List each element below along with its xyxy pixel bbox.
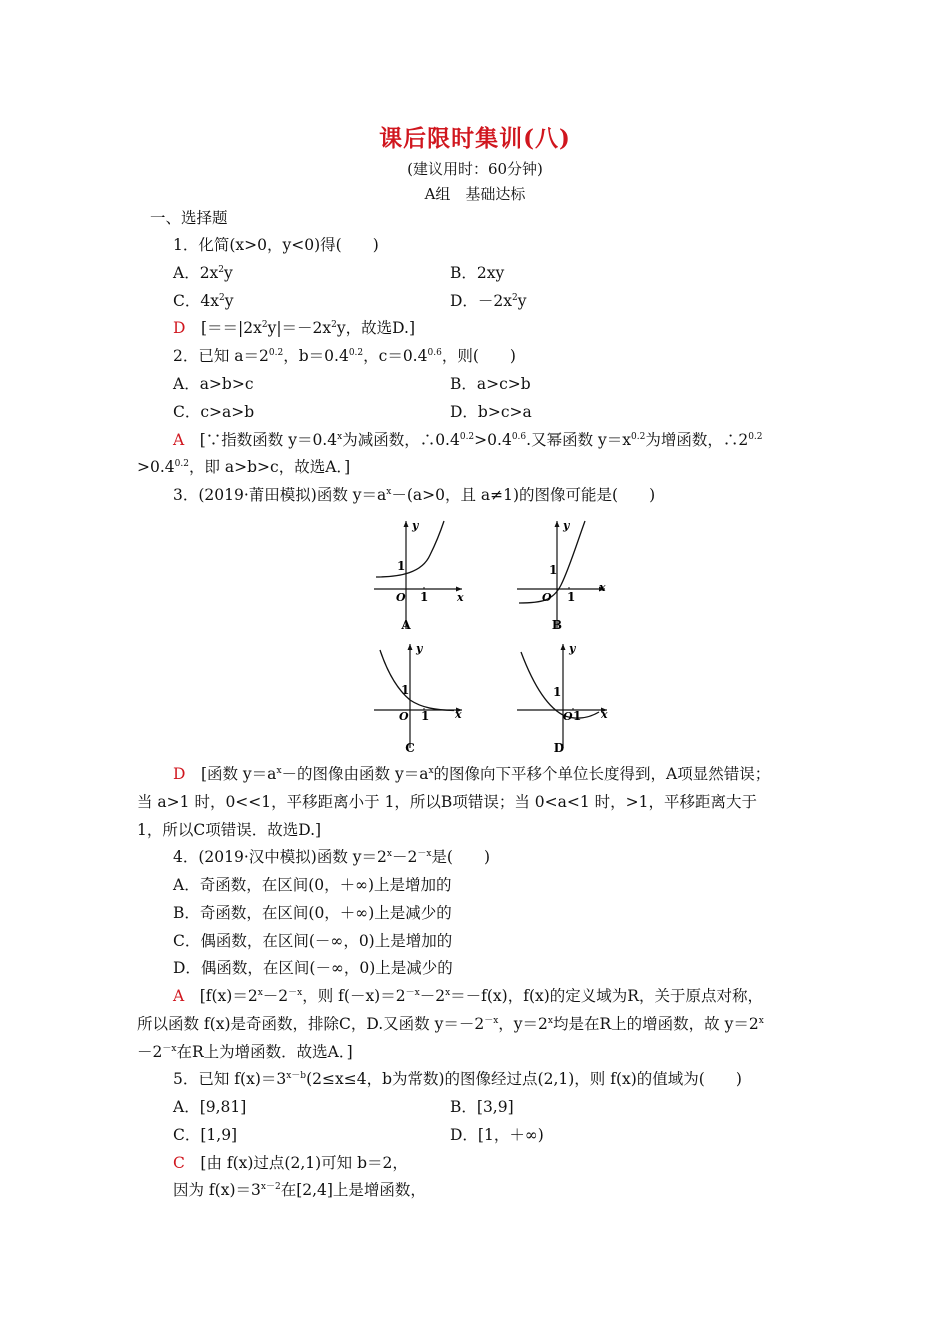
superscript: 0.2 <box>268 348 284 358</box>
superscript: －x <box>417 849 432 859</box>
superscript: x <box>547 1016 553 1026</box>
superscript: －x <box>405 988 420 998</box>
text-run: B．2xy <box>450 264 505 282</box>
text-run: D．偶函数，在区间(－∞，0)上是减少的 <box>173 959 453 977</box>
answer-line <box>173 1153 408 1173</box>
text-run: A．2x <box>173 264 219 282</box>
text-run: D．b>c>a <box>450 403 532 421</box>
graph-c-one-x: 1 <box>421 709 430 723</box>
text-run: 3．(2019·莆田模拟)函数 y＝a <box>173 486 387 504</box>
text-run: y|＝－2x <box>267 319 332 337</box>
graph-d-x-label: x <box>601 708 608 721</box>
answer-letter: D <box>173 319 186 337</box>
superscript: x－2 <box>260 1182 281 1192</box>
text-run: 为增函数，∴2 <box>645 431 749 449</box>
text-line <box>137 1042 353 1062</box>
option-line <box>450 1097 514 1117</box>
text-run: 2．已知 a＝2 <box>173 347 269 365</box>
graph-b <box>513 515 613 635</box>
text-run: 所以函数 f(x)是奇函数，排除C，D.又函数 y＝－2 <box>137 1015 485 1033</box>
text-run: －2 <box>262 987 289 1005</box>
graph-b-caption: B <box>551 618 563 632</box>
text-run: y <box>224 292 234 310</box>
text-run: －2 <box>137 1043 163 1061</box>
text-run: A．奇函数，在区间(0，＋∞)上是增加的 <box>173 876 452 894</box>
graph-b-x-label: x <box>599 581 606 594</box>
superscript: 0.6 <box>511 432 527 442</box>
text-run: －2 <box>419 987 446 1005</box>
superscript: x <box>276 766 282 776</box>
text-line <box>173 1180 426 1200</box>
text-line <box>173 1069 742 1089</box>
superscript: 2 <box>512 293 518 303</box>
text-run: 在[2,4]上是增函数， <box>280 1181 426 1199</box>
text-run: 当 a>1 时，0<<1，平移距离小于 1，所以B项错误；当 0<a<1 时，>1，平移距离大于 <box>137 793 757 811</box>
option-line <box>450 291 527 311</box>
text-run: 均是在R上的增函数，故 y＝2 <box>553 1015 759 1033</box>
text-run: －(a>0，且 a≠1)的图像可能是( ) <box>391 486 656 504</box>
graph-b-one-x: 1 <box>567 590 576 604</box>
superscript: －x <box>484 1016 499 1026</box>
text-line <box>173 847 490 867</box>
graph-a-one-x: 1 <box>420 590 429 604</box>
text-run: C．[1,9] <box>173 1126 238 1144</box>
option-line <box>173 903 452 923</box>
text-run: C．c>a>b <box>173 403 255 421</box>
option-line <box>450 263 504 283</box>
text-run: B．[3,9] <box>450 1098 514 1116</box>
superscript: x <box>428 766 434 776</box>
text-run: B．奇函数，在区间(0，＋∞)上是减少的 <box>173 904 452 922</box>
text-run: ，则( ) <box>441 347 516 365</box>
text-run: C．4x <box>173 292 219 310</box>
option-line <box>450 1125 544 1145</box>
text-run: －2 <box>391 848 418 866</box>
text-run: 为减函数，∴0.4 <box>342 431 460 449</box>
text-run: －的图像由函数 y＝a <box>281 765 429 783</box>
text-line <box>173 485 655 505</box>
section-heading: 一、选择题 <box>150 209 228 227</box>
text-run: ，b＝0.4 <box>283 347 349 365</box>
option-line <box>173 875 452 895</box>
answer-letter: A <box>173 431 185 449</box>
group-heading: A组 基础达标 <box>424 185 526 203</box>
text-run: 4．(2019·汉中模拟)函数 y＝2 <box>173 848 387 866</box>
text-run: 5．已知 f(x)＝3 <box>173 1070 287 1088</box>
page-subtitle: (建议用时：60分钟) <box>407 160 543 178</box>
option-line <box>173 291 233 311</box>
answer-line <box>173 318 415 338</box>
superscript: 0.2 <box>348 348 364 358</box>
graph-d-one-x: 1 <box>573 709 582 723</box>
text-line <box>173 346 516 366</box>
graph-d-origin: O <box>563 710 573 723</box>
text-run: ，y＝2 <box>498 1015 548 1033</box>
superscript: 0.2 <box>748 432 763 442</box>
superscript: x－b <box>286 1071 307 1081</box>
superscript: x <box>337 432 343 442</box>
graph-a-origin: O <box>396 591 406 604</box>
graph-c-one-y: 1 <box>401 683 410 697</box>
text-run: [f(x)＝2 <box>199 987 258 1005</box>
text-run: 1，所以C项错误．故选D.] <box>137 821 322 839</box>
superscript: －x <box>162 1044 177 1054</box>
option-line <box>450 374 531 394</box>
graph-d-y-label: y <box>569 642 576 655</box>
text-run: 在R上为增函数．故选A．] <box>176 1043 353 1061</box>
answer-line <box>173 986 763 1006</box>
graph-d-caption: D <box>553 741 565 755</box>
answer-line <box>173 764 770 784</box>
text-run: >0.4 <box>474 431 512 449</box>
text-line <box>137 792 757 812</box>
text-run: ，即 a>b>c，故选A．] <box>188 458 351 476</box>
option-line <box>173 263 233 283</box>
graph-a-caption: A <box>401 618 411 632</box>
text-run: ，则 f(－x)＝2 <box>302 987 406 1005</box>
text-run: [＝＝|2x <box>200 319 262 337</box>
answer-letter: C <box>173 1154 185 1172</box>
text-run: [∵指数函数 y＝0.4 <box>199 431 338 449</box>
superscript: x <box>758 1016 764 1026</box>
graph-a-x-label: x <box>457 591 464 604</box>
superscript: 2 <box>218 293 225 303</box>
text-run: A．[9,81] <box>173 1098 247 1116</box>
text-run: [函数 y＝a <box>200 765 277 783</box>
graph-a-y-label: y <box>412 519 419 532</box>
answer-letter: D <box>173 765 186 783</box>
superscript: 0.2 <box>631 432 646 442</box>
option-line <box>173 1097 246 1117</box>
superscript: 0.6 <box>427 348 442 358</box>
text-run: D．－2x <box>450 292 513 310</box>
text-run: [由 f(x)过点(2,1)可知 b＝2， <box>200 1154 408 1172</box>
graph-c-caption: C <box>405 741 415 755</box>
text-line <box>137 820 321 840</box>
text-run: D．[1，＋∞) <box>450 1126 544 1144</box>
text-run: 1．化简(x>0，y<0)得( ) <box>173 236 379 254</box>
graph-a-one-y: 1 <box>397 559 406 573</box>
superscript: x <box>386 487 392 497</box>
option-line <box>173 958 453 978</box>
option-line <box>173 1125 237 1145</box>
page-title: 课后限时集训(八) <box>379 125 571 152</box>
graph-c <box>370 640 470 760</box>
option-line <box>173 374 254 394</box>
text-line <box>173 235 379 255</box>
text-run: 因为 f(x)＝3 <box>173 1181 261 1199</box>
graph-d-one-y: 1 <box>553 685 562 699</box>
superscript: 2 <box>261 320 268 330</box>
text-run: (2≤x≤4，b为常数)的图像经过点(2,1)，则 f(x)的值域为( ) <box>306 1070 742 1088</box>
answer-line <box>173 430 763 450</box>
superscript: 0.2 <box>459 432 475 442</box>
text-run: y <box>224 264 233 282</box>
superscript: x <box>445 988 451 998</box>
text-run: ，c＝0.4 <box>363 347 428 365</box>
graph-b-one-y: 1 <box>549 563 558 577</box>
option-line <box>173 931 452 951</box>
text-run: ＝－f(x)，f(x)的定义域为R，关于原点对称， <box>450 987 763 1005</box>
superscript: 2 <box>331 320 337 330</box>
superscript: x <box>386 849 392 859</box>
text-line <box>137 1014 764 1034</box>
option-line <box>173 402 254 422</box>
superscript: x <box>257 988 263 998</box>
answer-letter: A <box>173 987 185 1005</box>
graph-c-y-label: y <box>416 642 423 655</box>
text-run: 的图像向下平移个单位长度得到，A项显然错误； <box>433 765 771 783</box>
graph-c-x-label: x <box>455 708 462 721</box>
text-run: y，故选D.] <box>336 319 415 337</box>
graph-b-y-label: y <box>563 519 570 532</box>
text-run: B．a>c>b <box>450 375 531 393</box>
text-line <box>137 457 350 477</box>
superscript: 0.2 <box>174 459 189 469</box>
text-run: 是( ) <box>431 848 491 866</box>
superscript: 2 <box>218 265 225 275</box>
text-run: y <box>517 292 527 310</box>
option-line <box>450 402 532 422</box>
text-run: A．a>b>c <box>173 375 254 393</box>
graph-a <box>370 515 470 635</box>
text-run: .又幂函数 y＝x <box>526 431 631 449</box>
superscript: －x <box>288 988 303 998</box>
graph-d <box>513 640 613 760</box>
graph-c-origin: O <box>399 710 409 723</box>
text-run: >0.4 <box>137 458 175 476</box>
graph-b-origin: O <box>542 591 552 604</box>
text-run: C．偶函数，在区间(－∞，0)上是增加的 <box>173 932 453 950</box>
